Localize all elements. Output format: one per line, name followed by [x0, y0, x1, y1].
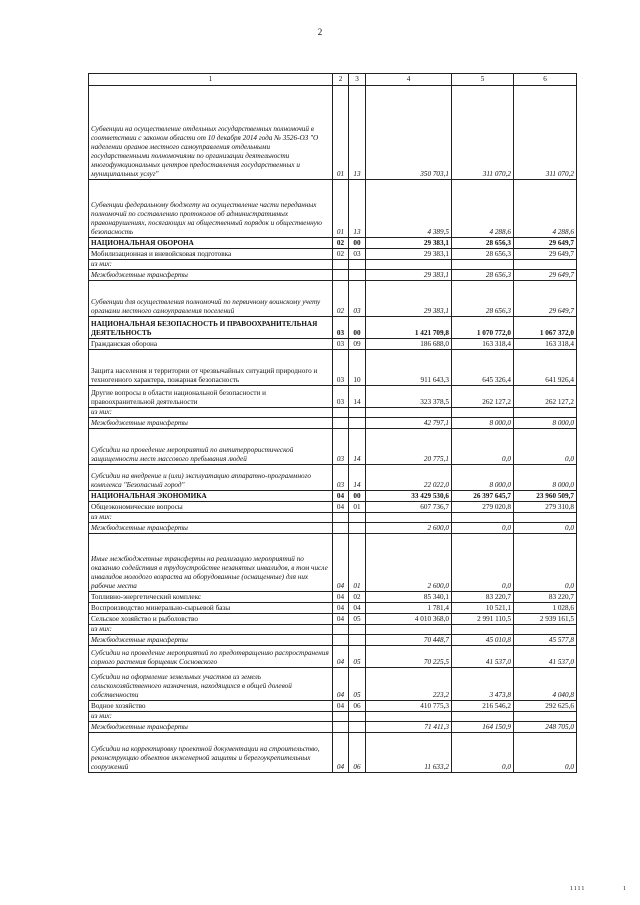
- value-cell: 3 473,8: [452, 668, 514, 701]
- value-cell: [514, 625, 577, 635]
- section-code-cell: 03: [333, 317, 349, 339]
- subsection-code-cell: 06: [349, 733, 366, 773]
- section-code-cell: 04: [333, 733, 349, 773]
- column-header: 5: [452, 74, 514, 86]
- value-cell: 33 429 530,6: [366, 491, 452, 502]
- value-cell: 29 649,7: [514, 238, 577, 249]
- value-cell: 8 000,0: [514, 418, 577, 429]
- value-cell: 164 150,9: [452, 722, 514, 733]
- value-cell: 410 775,3: [366, 701, 452, 712]
- section-code-cell: 04: [333, 491, 349, 502]
- budget-table: [88, 73, 577, 773]
- value-cell: 262 127,2: [452, 386, 514, 408]
- table-row: [89, 635, 577, 646]
- row-name-cell: Сельское хозяйство и рыболовство: [89, 614, 333, 625]
- section-code-cell: [333, 260, 349, 270]
- table-header-row: [89, 74, 577, 86]
- value-cell: [366, 408, 452, 418]
- table-row: [89, 733, 577, 773]
- subsection-code-cell: [349, 408, 366, 418]
- value-cell: 1 070 772,0: [452, 317, 514, 339]
- value-cell: 83 220,7: [514, 592, 577, 603]
- value-cell: [514, 408, 577, 418]
- value-cell: 350 703,1: [366, 86, 452, 180]
- subsection-code-cell: 00: [349, 491, 366, 502]
- value-cell: 10 521,1: [452, 603, 514, 614]
- table-row: [89, 238, 577, 249]
- section-code-cell: 04: [333, 592, 349, 603]
- row-name-cell: Другие вопросы в области национальной безопасности и правоохранительной деятельности: [89, 386, 333, 408]
- value-cell: 4 010 368,0: [366, 614, 452, 625]
- subsection-code-cell: 05: [349, 614, 366, 625]
- table-row: [89, 317, 577, 339]
- footer-code: 1111: [570, 886, 586, 892]
- table-row: [89, 491, 577, 502]
- value-cell: 4 288,6: [452, 180, 514, 238]
- section-code-cell: 04: [333, 534, 349, 592]
- subsection-code-cell: [349, 513, 366, 523]
- row-name-cell: Водное хозяйство: [89, 701, 333, 712]
- value-cell: 0,0: [514, 733, 577, 773]
- value-cell: 23 960 509,7: [514, 491, 577, 502]
- value-cell: 85 340,1: [366, 592, 452, 603]
- section-code-cell: [333, 513, 349, 523]
- subsection-code-cell: 06: [349, 701, 366, 712]
- subsection-code-cell: 03: [349, 249, 366, 260]
- row-name-cell: Межбюджетные трансферты: [89, 418, 333, 429]
- subsection-code-cell: 03: [349, 281, 366, 317]
- table-row: [89, 429, 577, 465]
- value-cell: 70 225,5: [366, 646, 452, 668]
- value-cell: 29 383,1: [366, 270, 452, 281]
- value-cell: 29 383,1: [366, 249, 452, 260]
- value-cell: 71 411,3: [366, 722, 452, 733]
- table-row: [89, 418, 577, 429]
- value-cell: 11 633,2: [366, 733, 452, 773]
- row-name-cell: Субвенции для осуществления полномочий по первичному воинскому учету органами местного самоуправления поселений: [89, 281, 333, 317]
- subsection-code-cell: 05: [349, 646, 366, 668]
- value-cell: 1 067 372,0: [514, 317, 577, 339]
- subsection-code-cell: 01: [349, 502, 366, 513]
- value-cell: 645 326,4: [452, 350, 514, 386]
- section-code-cell: [333, 408, 349, 418]
- value-cell: 248 705,0: [514, 722, 577, 733]
- value-cell: [366, 260, 452, 270]
- row-name-cell: Субсидии на корректировку проектной документации на строительство, реконструкцию объектов инженерной защиты и берегоукрепительных сооружений: [89, 733, 333, 773]
- row-name-cell: Межбюджетные трансферты: [89, 523, 333, 534]
- table-row: [89, 408, 577, 418]
- table-row: [89, 668, 577, 701]
- row-name-cell: из них:: [89, 712, 333, 722]
- table-row: [89, 534, 577, 592]
- value-cell: 83 220,7: [452, 592, 514, 603]
- value-cell: 0,0: [452, 429, 514, 465]
- section-code-cell: 01: [333, 86, 349, 180]
- value-cell: 22 022,0: [366, 465, 452, 491]
- value-cell: 0,0: [514, 429, 577, 465]
- value-cell: [514, 260, 577, 270]
- subsection-code-cell: [349, 722, 366, 733]
- column-header: 6: [514, 74, 577, 86]
- table-row: [89, 350, 577, 386]
- value-cell: 29 383,1: [366, 281, 452, 317]
- subsection-code-cell: [349, 418, 366, 429]
- row-name-cell: из них:: [89, 408, 333, 418]
- table-row: [89, 523, 577, 534]
- row-name-cell: Межбюджетные трансферты: [89, 635, 333, 646]
- value-cell: [366, 712, 452, 722]
- value-cell: 292 625,6: [514, 701, 577, 712]
- value-cell: 1 781,4: [366, 603, 452, 614]
- row-name-cell: Субсидии на внедрение и (или) эксплуатацию аппаратно-программного комплекса "Безопасный город": [89, 465, 333, 491]
- section-code-cell: [333, 625, 349, 635]
- value-cell: 70 448,7: [366, 635, 452, 646]
- row-name-cell: Субсидии на проведение мероприятий по предотвращению распространения сорного растения борщевик Сосновского: [89, 646, 333, 668]
- row-name-cell: НАЦИОНАЛЬНАЯ БЕЗОПАСНОСТЬ И ПРАВООХРАНИТЕЛЬНАЯ ДЕЯТЕЛЬНОСТЬ: [89, 317, 333, 339]
- value-cell: [452, 260, 514, 270]
- table-row: [89, 701, 577, 712]
- value-cell: 279 020,8: [452, 502, 514, 513]
- subsection-code-cell: 14: [349, 429, 366, 465]
- section-code-cell: [333, 523, 349, 534]
- subsection-code-cell: 14: [349, 386, 366, 408]
- table-row: [89, 281, 577, 317]
- subsection-code-cell: [349, 523, 366, 534]
- table-row: [89, 712, 577, 722]
- row-name-cell: Защита населения и территории от чрезвычайных ситуаций природного и техногенного характера, пожарная безопасность: [89, 350, 333, 386]
- value-cell: [366, 625, 452, 635]
- value-cell: 4 389,5: [366, 180, 452, 238]
- value-cell: 1 421 709,8: [366, 317, 452, 339]
- value-cell: 28 656,3: [452, 281, 514, 317]
- value-cell: 20 775,1: [366, 429, 452, 465]
- value-cell: 163 318,4: [452, 339, 514, 350]
- value-cell: 641 926,4: [514, 350, 577, 386]
- value-cell: [452, 408, 514, 418]
- value-cell: 28 656,3: [452, 238, 514, 249]
- subsection-code-cell: 05: [349, 668, 366, 701]
- subsection-code-cell: 00: [349, 238, 366, 249]
- value-cell: 0,0: [452, 534, 514, 592]
- row-name-cell: из них:: [89, 625, 333, 635]
- value-cell: 28 656,3: [452, 270, 514, 281]
- section-code-cell: 04: [333, 701, 349, 712]
- row-name-cell: НАЦИОНАЛЬНАЯ ОБОРОНА: [89, 238, 333, 249]
- table-row: [89, 722, 577, 733]
- column-header: 1: [89, 74, 333, 86]
- value-cell: 2 600,0: [366, 523, 452, 534]
- value-cell: 186 688,0: [366, 339, 452, 350]
- row-name-cell: Субсидии на проведение мероприятий по антитеррористической защищенности мест массового пребывания людей: [89, 429, 333, 465]
- value-cell: 911 643,3: [366, 350, 452, 386]
- subsection-code-cell: 09: [349, 339, 366, 350]
- subsection-code-cell: 13: [349, 180, 366, 238]
- section-code-cell: 03: [333, 350, 349, 386]
- table-row: [89, 339, 577, 350]
- row-name-cell: Общеэкономические вопросы: [89, 502, 333, 513]
- section-code-cell: 04: [333, 502, 349, 513]
- section-code-cell: 04: [333, 668, 349, 701]
- table-row: [89, 502, 577, 513]
- subsection-code-cell: [349, 625, 366, 635]
- table-row: [89, 646, 577, 668]
- section-code-cell: 03: [333, 386, 349, 408]
- row-name-cell: Гражданская оборона: [89, 339, 333, 350]
- value-cell: 1 028,6: [514, 603, 577, 614]
- table-row: [89, 513, 577, 523]
- table-row: [89, 614, 577, 625]
- value-cell: 29 649,7: [514, 249, 577, 260]
- section-code-cell: 02: [333, 238, 349, 249]
- section-code-cell: 03: [333, 339, 349, 350]
- table-row: [89, 465, 577, 491]
- row-name-cell: из них:: [89, 260, 333, 270]
- section-code-cell: [333, 418, 349, 429]
- value-cell: 163 318,4: [514, 339, 577, 350]
- subsection-code-cell: [349, 260, 366, 270]
- value-cell: 223,2: [366, 668, 452, 701]
- subsection-code-cell: 01: [349, 534, 366, 592]
- row-name-cell: из них:: [89, 513, 333, 523]
- section-code-cell: [333, 270, 349, 281]
- value-cell: 2 600,0: [366, 534, 452, 592]
- value-cell: 41 537,0: [514, 646, 577, 668]
- value-cell: 2 991 110,5: [452, 614, 514, 625]
- footer-mark: 1: [623, 886, 626, 892]
- value-cell: 311 070,2: [514, 86, 577, 180]
- table-row: [89, 249, 577, 260]
- section-code-cell: 02: [333, 249, 349, 260]
- value-cell: 311 070,2: [452, 86, 514, 180]
- value-cell: 279 310,8: [514, 502, 577, 513]
- value-cell: 0,0: [514, 534, 577, 592]
- table-row: [89, 270, 577, 281]
- table-body: [89, 86, 577, 773]
- value-cell: [452, 712, 514, 722]
- value-cell: 41 537,0: [452, 646, 514, 668]
- section-code-cell: 03: [333, 429, 349, 465]
- table-row: [89, 625, 577, 635]
- section-code-cell: 04: [333, 614, 349, 625]
- subsection-code-cell: 04: [349, 603, 366, 614]
- value-cell: 42 797,1: [366, 418, 452, 429]
- value-cell: [452, 625, 514, 635]
- section-code-cell: 03: [333, 465, 349, 491]
- row-name-cell: Межбюджетные трансферты: [89, 722, 333, 733]
- section-code-cell: 02: [333, 281, 349, 317]
- value-cell: 0,0: [452, 523, 514, 534]
- subsection-code-cell: 10: [349, 350, 366, 386]
- section-code-cell: 01: [333, 180, 349, 238]
- value-cell: 216 546,2: [452, 701, 514, 712]
- row-name-cell: Топливно-энергетический комплекс: [89, 592, 333, 603]
- column-header: 2: [333, 74, 349, 86]
- row-name-cell: Субсидии на оформление земельных участков из земель сельскохозяйственного назначения, находящихся в общей долевой собственности: [89, 668, 333, 701]
- value-cell: 45 010,8: [452, 635, 514, 646]
- value-cell: [452, 513, 514, 523]
- value-cell: 29 383,1: [366, 238, 452, 249]
- row-name-cell: Воспроизводство минерально-сырьевой базы: [89, 603, 333, 614]
- row-name-cell: Межбюджетные трансферты: [89, 270, 333, 281]
- section-code-cell: 04: [333, 603, 349, 614]
- section-code-cell: [333, 635, 349, 646]
- subsection-code-cell: [349, 712, 366, 722]
- table-row: [89, 260, 577, 270]
- value-cell: 4 040,8: [514, 668, 577, 701]
- subsection-code-cell: [349, 635, 366, 646]
- subsection-code-cell: 13: [349, 86, 366, 180]
- table-row: [89, 592, 577, 603]
- subsection-code-cell: 02: [349, 592, 366, 603]
- value-cell: 2 939 161,5: [514, 614, 577, 625]
- subsection-code-cell: 14: [349, 465, 366, 491]
- value-cell: 0,0: [514, 523, 577, 534]
- column-header: 4: [366, 74, 452, 86]
- value-cell: 8 000,0: [452, 465, 514, 491]
- value-cell: 29 649,7: [514, 281, 577, 317]
- value-cell: [514, 712, 577, 722]
- column-header: 3: [349, 74, 366, 86]
- value-cell: 323 378,5: [366, 386, 452, 408]
- table-row: [89, 386, 577, 408]
- subsection-code-cell: 00: [349, 317, 366, 339]
- table-row: [89, 180, 577, 238]
- value-cell: 4 288,6: [514, 180, 577, 238]
- section-code-cell: [333, 712, 349, 722]
- page-number: 2: [317, 27, 323, 37]
- section-code-cell: 04: [333, 646, 349, 668]
- value-cell: 29 649,7: [514, 270, 577, 281]
- section-code-cell: [333, 722, 349, 733]
- value-cell: 0,0: [452, 733, 514, 773]
- row-name-cell: Субвенции федеральному бюджету на осуществление части переданных полномочий по составлению протоколов об административных правонарушениях, посягающих на общественный порядок и общественную безопасность: [89, 180, 333, 238]
- table-row: [89, 86, 577, 180]
- value-cell: 607 736,7: [366, 502, 452, 513]
- value-cell: [366, 513, 452, 523]
- value-cell: 26 397 645,7: [452, 491, 514, 502]
- value-cell: 262 127,2: [514, 386, 577, 408]
- value-cell: 45 577,8: [514, 635, 577, 646]
- value-cell: 8 000,0: [514, 465, 577, 491]
- row-name-cell: Субвенции на осуществление отдельных государственных полномочий в соответствии с законом области от 10 декабря 2014 года № 3526-ОЗ "О наделении органов местного самоуправления отдельными государственными полномочиями по организации деятельности многофункциональных центров предоставления государственных и муниципальных услуг": [89, 86, 333, 180]
- value-cell: [514, 513, 577, 523]
- row-name-cell: Иные межбюджетные трансферты на реализацию мероприятий по оказанию содействия в трудоустройстве незанятых инвалидов, в том числе инвалидов молодого возраста на оборудованные (оснащенные) для них рабочие места: [89, 534, 333, 592]
- table-row: [89, 603, 577, 614]
- row-name-cell: НАЦИОНАЛЬНАЯ ЭКОНОМИКА: [89, 491, 333, 502]
- subsection-code-cell: [349, 270, 366, 281]
- value-cell: 28 656,3: [452, 249, 514, 260]
- row-name-cell: Мобилизационная и вневойсковая подготовка: [89, 249, 333, 260]
- value-cell: 8 000,0: [452, 418, 514, 429]
